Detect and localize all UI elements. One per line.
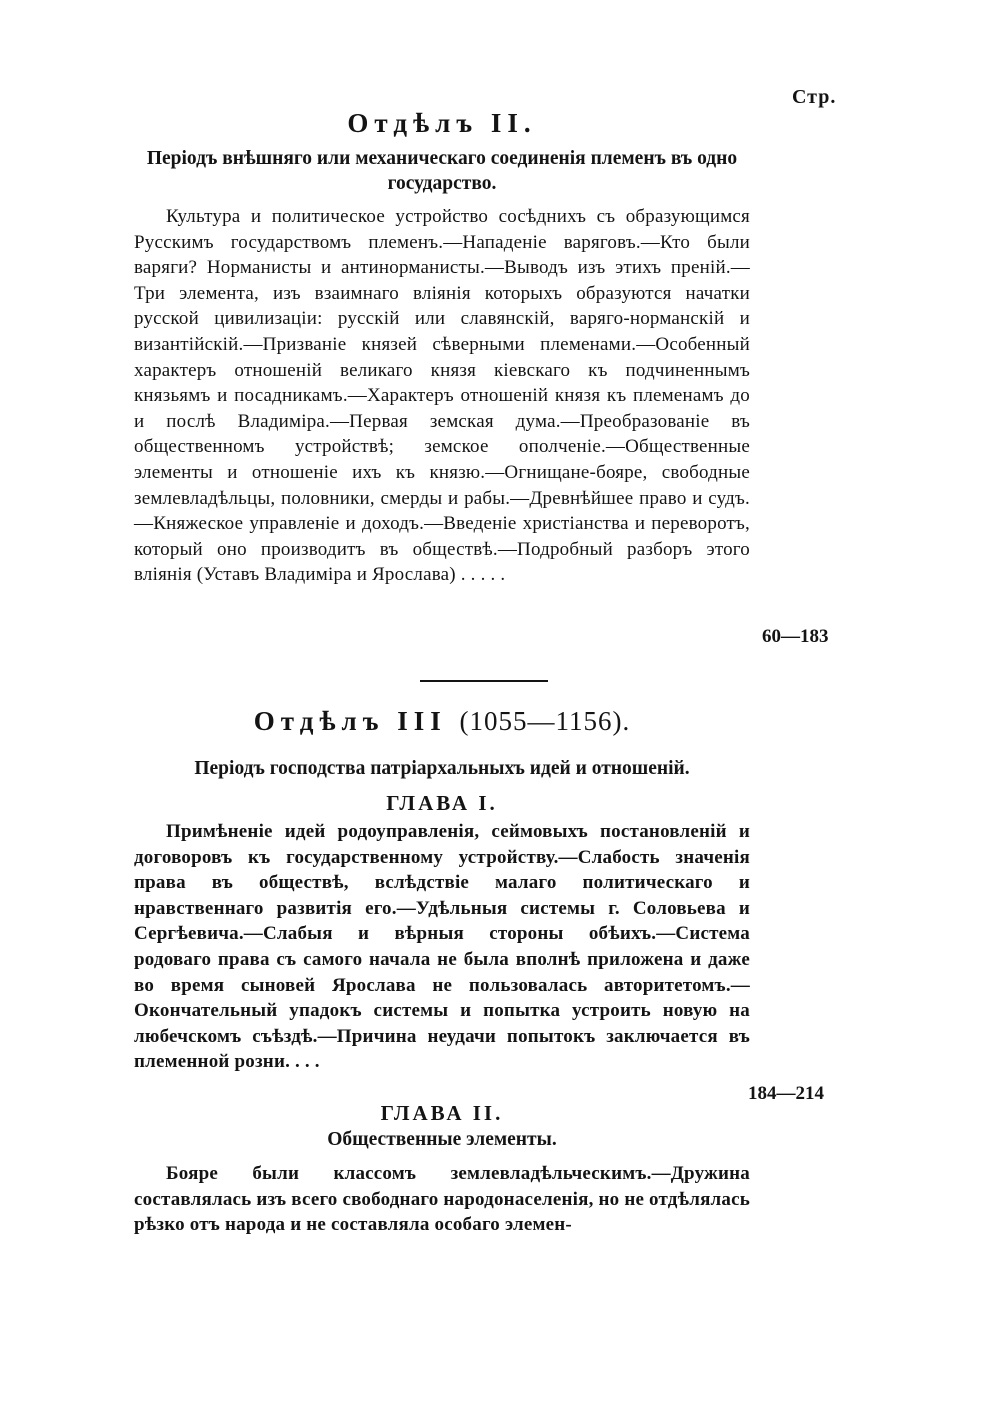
chapter-2-subtitle: Общественные элементы. xyxy=(327,1128,557,1150)
chapter-1-summary: Примѣненіе идей родоуправленія, сеймовыхъ постановленій и договоровъ къ государственному устройству.—Слабость значенія права въ обществѣ, вслѣдствіе малаго политическаго и нравственнаго развитія его.—Удѣльныя системы г. Соловьева и Сергѣевича.—Слабыя и вѣрныя стороны обѣихъ.—Система родоваго права съ самого начала не была вполнѣ приложена и даже во время сыновей Ярослава не пользовалась авторитетомъ.—Окончательный упадокъ системы и попытка устроить новую на любечскомъ съѣздѣ.—Причина неудачи попытокъ заключается въ племенной розни. . . . xyxy=(134,821,750,1073)
chapter-2-title: ГЛАВА II. xyxy=(380,1100,504,1125)
section-2 xyxy=(134,106,750,588)
section-3-years: (1055—1156). xyxy=(459,706,631,736)
section-2-pages: 60—183 xyxy=(762,626,829,647)
chapter-2-summary: Бояре были классомъ землевладѣльческимъ.—Дружина составлялась изъ всего свободнаго народонаселенія, но не отдѣлялась рѣзко отъ народа и не составляла особаго элемен- xyxy=(134,1162,750,1236)
section-3-title: Отдѣлъ III xyxy=(253,706,447,736)
section-divider xyxy=(420,680,548,682)
section-2-subtitle: Періодъ внѣшняго или механическаго соединенія племенъ въ одно государство. xyxy=(146,148,738,194)
page-label: Стр. xyxy=(792,86,837,108)
section-2-title: Отдѣлъ II. xyxy=(347,108,537,138)
chapter-1-pages: 184—214 xyxy=(748,1083,824,1104)
chapter-1-title: ГЛАВА I. xyxy=(386,791,498,815)
section-3-title-line xyxy=(134,704,750,738)
section-3-subtitle: Періодъ господства патріархальныхъ идей и отношеній. xyxy=(194,758,690,779)
section-2-summary: Культура и политическое устройство сосѣднихъ съ образующимся Русскимъ государствомъ племенъ.—Нападеніе варяговъ.—Кто были варяги? Норманисты и антинорманисты.—Выводъ изъ этихъ преній.—Три элемента, изъ взаимнаго вліянія которыхъ образуются начатки русской цивилизаціи: русскій или славянскій, варяго-норманскій и византійскій.—Призваніе князей сѣверными племенами.—Особенный характеръ отношеній великаго князя кіевскаго къ подчиненнымъ князьямъ и посадникамъ.—Характеръ отношеній князя къ племенамъ до и послѣ Владиміра.—Первая земская дума.—Преобразованіе въ общественномъ устройствѣ; земское ополченіе.—Общественные элементы и отношеніе ихъ къ князю.—Огнищане-бояре, свободные землевладѣльцы, половники, смерды и рабы.—Древнѣйшее право и судъ.—Княжеское управленіе и доходъ.—Введеніе христіанства и переворотъ, который оно производитъ въ обществѣ.—Подробный разборъ этого вліянія (Уставъ Владиміра и Ярослава) . . . . . xyxy=(134,206,750,586)
section-3 xyxy=(134,704,750,1238)
